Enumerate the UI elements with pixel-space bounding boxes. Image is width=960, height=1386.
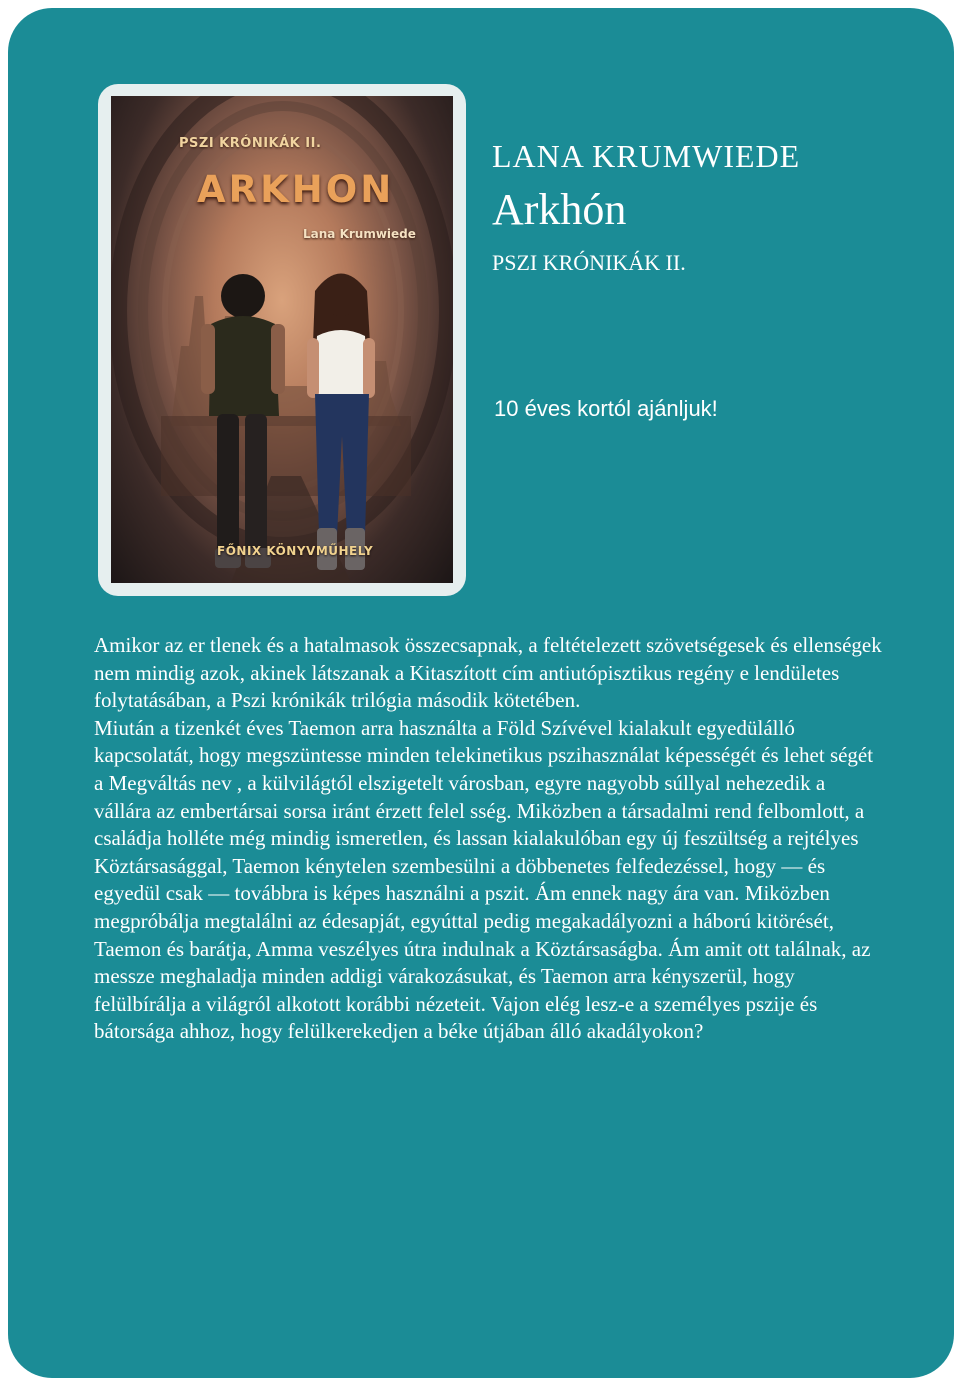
cover-title-text: ARKHON bbox=[197, 168, 395, 211]
author-name: LANA KRUMWIEDE bbox=[492, 138, 801, 174]
book-card bbox=[8, 8, 954, 1378]
cover-publisher-text: FŐNIX KÖNYVMŰHELY bbox=[217, 544, 374, 558]
book-cover-frame bbox=[98, 84, 466, 596]
book-cover-image bbox=[111, 96, 453, 583]
cover-series-text: PSZI KRÓNIKÁK II. bbox=[179, 136, 322, 151]
cover-author-text: Lana Krumwiede bbox=[303, 227, 416, 241]
age-recommendation: 10 éves kortól ajánljuk! bbox=[494, 396, 718, 421]
book-title: Arkhón bbox=[492, 185, 627, 234]
description-paragraph: Miután a tizenkét éves Taemon arra használta a Föld Szívével kialakult egyedülálló kapcsolatát, hogy megszüntesse minden telekinetikus pszihasználat képességét és lehet ségét a Megváltás nev , a külvilágtól elszigetelt városban, egyre nagyobb súllyal nehezedik a vállára az embertársai sorsa iránt érzett felel sség. Miközben a társadalmi rend felbomlott, a családja holléte még mindig ismeretlen, és lassan kialakulóban egy új feszültség a rejtélyes Köztársasággal, Taemon kénytelen szembesülni a döbbenetes felfedezéssel, hogy — és egyedül csak — továbbra is képes használni a pszit. Ám ennek nagy ára van. Miközben megpróbálja megtalálni az édesapját, egyúttal pedig megakadályozni a háború kitörését, Taemon és barátja, Amma veszélyes útra indulnak a Köztársaságba. Ám amit ott találnak, az messze meghaladja minden addigi várakozásukat, és Taemon arra kényszerül, hogy felülbírálja a világról alkotott korábbi nézeteit. Vajon elég lesz-e a személyes pszije és bátorsága ahhoz, hogy felülkerekedjen a béke útjában álló akadályokon? bbox=[94, 715, 874, 1044]
series-name: PSZI KRÓNIKÁK II. bbox=[492, 250, 686, 275]
book-description bbox=[94, 632, 884, 1046]
description-paragraph: Amikor az er tlenek és a hatalmasok összecsapnak, a feltételezett szövetségesek és ellenségek nem mindig azok, akinek látszanak a Kitaszított cím antiutópisztikus regény e lendületes folytatásában, a Pszi krónikák trilógia második kötetében. bbox=[94, 633, 882, 713]
